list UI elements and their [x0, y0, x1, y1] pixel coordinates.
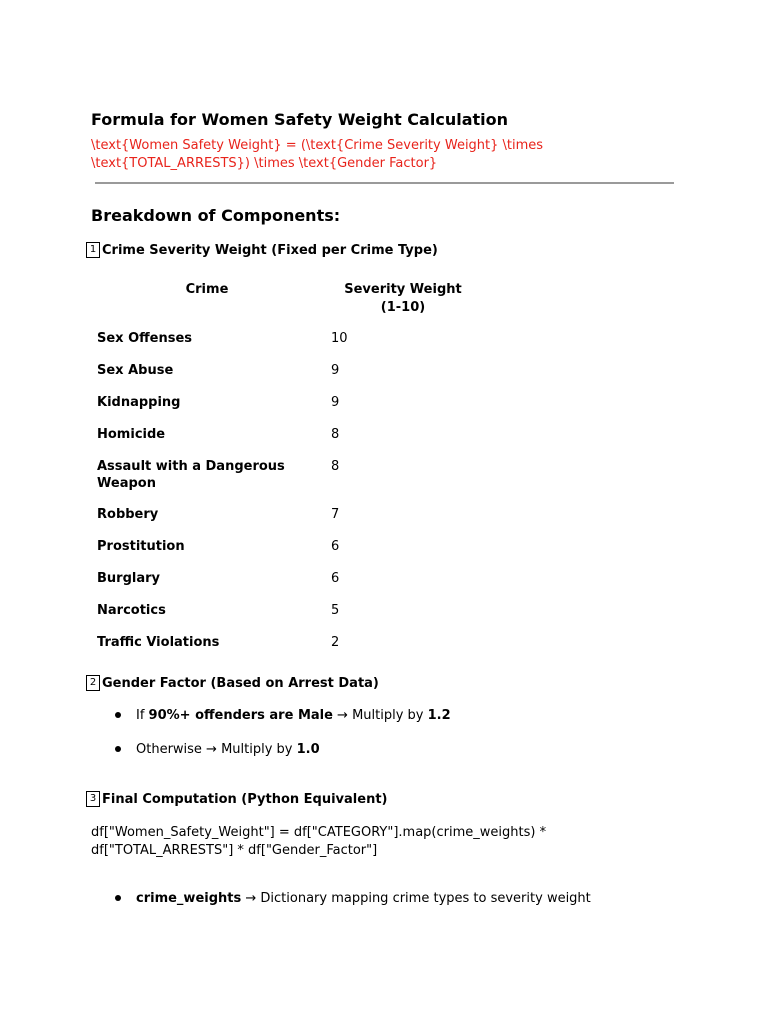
bullet-text: Otherwise → Multiply by 1.0 — [136, 742, 320, 757]
section-1-heading — [86, 242, 438, 258]
section-3-title: Final Computation (Python Equivalent) — [102, 791, 388, 807]
table-cell-weight: 7 — [331, 507, 340, 522]
table-cell-weight: 9 — [331, 363, 340, 378]
list-item — [117, 890, 591, 908]
number-2-icon: 2 — [86, 675, 100, 691]
table-cell-crime: Burglary — [97, 571, 160, 586]
table-cell-weight: 9 — [331, 395, 340, 410]
table-header-weight — [333, 281, 473, 317]
section-3-heading — [86, 791, 388, 807]
list-item — [117, 741, 320, 759]
table-cell-crime: Narcotics — [97, 603, 166, 618]
section-2-title: Gender Factor (Based on Arrest Data) — [102, 675, 379, 691]
table-cell-crime: Prostitution — [97, 539, 185, 554]
table-cell-weight: 8 — [331, 427, 340, 442]
table-cell-weight: 5 — [331, 603, 340, 618]
section-1-title: Crime Severity Weight (Fixed per Crime Type) — [102, 242, 438, 258]
table-cell-crime: Homicide — [97, 427, 166, 442]
bullet-icon — [115, 895, 121, 901]
table-cell-crime: Sex Abuse — [97, 363, 174, 378]
formula-text: \text{Women Safety Weight} = (\text{Crime Severity Weight} \times \text{TOTAL_ARRESTS}) \times \text{Gender Factor} — [91, 138, 544, 171]
table-cell-weight: 8 — [331, 459, 340, 474]
number-1-icon: 1 — [86, 242, 100, 258]
list-item — [117, 707, 451, 725]
table-header-weight-line1: Severity Weight — [344, 282, 462, 297]
section-2-heading — [86, 675, 379, 691]
table-cell-weight: 6 — [331, 571, 340, 586]
table-header-weight-line2: (1-10) — [380, 300, 426, 315]
table-cell-weight: 2 — [331, 635, 340, 650]
table-cell-crime: Assault with a Dangerous Weapon — [97, 459, 285, 491]
bullet-text: If 90%+ offenders are Male → Multiply by 1.2 — [136, 708, 451, 723]
page-title: Formula for Women Safety Weight Calculation — [91, 110, 508, 129]
table-cell-crime: Kidnapping — [97, 395, 181, 410]
table-cell-weight: 6 — [331, 539, 340, 554]
table-cell-crime: Traffic Violations — [97, 635, 220, 650]
python-code: df["Women_Safety_Weight"] = df["CATEGORY"].map(crime_weights) * df["TOTAL_ARRESTS"] * df["Gender_Factor"] — [91, 825, 547, 858]
breakdown-heading: Breakdown of Components: — [91, 206, 341, 225]
table-cell-crime: Robbery — [97, 507, 159, 522]
bullet-text: crime_weights → Dictionary mapping crime types to severity weight — [136, 891, 591, 906]
table-cell-crime: Sex Offenses — [97, 331, 193, 346]
bullet-icon — [115, 712, 121, 718]
table-header-crime: Crime — [185, 282, 229, 297]
horizontal-divider — [95, 182, 674, 184]
bullet-icon — [115, 746, 121, 752]
table-cell-weight: 10 — [331, 331, 348, 346]
number-3-icon: 3 — [86, 791, 100, 807]
